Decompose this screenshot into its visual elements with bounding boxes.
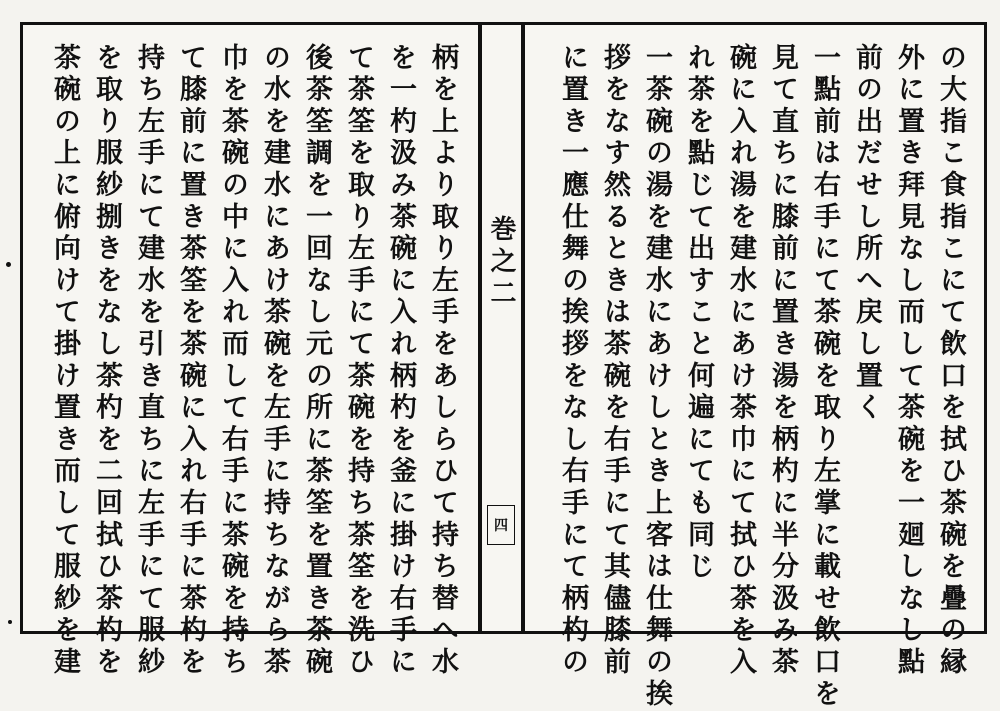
left-column-9: を取り服紗捌きをなし茶杓を二回拭ひ茶杓を <box>91 43 122 679</box>
scan-speck <box>8 620 12 624</box>
right-column-8: 一茶碗の湯を建水にあけしとき上客は仕舞の挨 <box>641 43 672 711</box>
left-column-2: を一杓汲み茶碗に入れ柄杓を釜に掛け右手に <box>385 43 416 679</box>
right-column-4: 一點前は右手にて茶碗を取り左掌に載せ飲口を <box>809 43 840 711</box>
left-column-8: 持ち左手にて建水を引き直ちに左手にて服紗 <box>133 43 164 679</box>
right-column-10: に置き一應仕舞の挨拶をなし右手にて柄杓の <box>557 43 588 679</box>
left-column-7: て膝前に置き茶筌を茶碗に入れ右手に茶杓を <box>175 43 206 679</box>
right-column-5: 見て直ちに膝前に置き湯を柄杓に半分汲み茶 <box>767 43 798 679</box>
volume-title: 巻之二 <box>486 215 516 311</box>
right-column-2: 外に置き拜見なし而して茶碗を一廻しなし點 <box>893 43 924 679</box>
left-column-1: 柄を上より取り左手をあしらひて持ち替へ水 <box>427 43 458 679</box>
left-column-4: 後茶筌調を一回なし元の所に茶筌を置き茶碗 <box>301 43 332 679</box>
gutter-rule-left <box>481 25 482 631</box>
right-column-6: 碗に入れ湯を建水にあけ茶巾にて拭ひ茶を入 <box>725 43 756 679</box>
left-column-10: 茶碗の上に俯向けて掛け置き而して服紗を建 <box>49 43 80 679</box>
right-column-3: 前の出だせし所へ戻し置く <box>851 43 882 425</box>
page-number: 四 <box>487 505 515 545</box>
left-column-5: の水を建水にあけ茶碗を左手に持ちながら茶 <box>259 43 290 679</box>
right-column-7: れ茶を點じて出すこと何遍にても同じ <box>683 43 714 584</box>
left-page <box>20 22 481 679</box>
right-column-9: 拶をなす然るときは茶碗を右手にて其儘膝前 <box>599 43 630 679</box>
left-column-3: て茶筌を取り左手にて茶碗を持ち茶筌を洗ひ <box>343 43 374 679</box>
gutter-rule-right <box>521 25 522 631</box>
right-page <box>522 22 987 711</box>
center-gutter <box>481 22 522 634</box>
scan-speck <box>6 262 11 267</box>
left-column-6: 巾を茶碗の中に入れ而して右手に茶碗を持ち <box>217 43 248 679</box>
right-column-1: の大指こ食指こにて飲口を拭ひ茶碗を疊の縁 <box>935 43 966 679</box>
